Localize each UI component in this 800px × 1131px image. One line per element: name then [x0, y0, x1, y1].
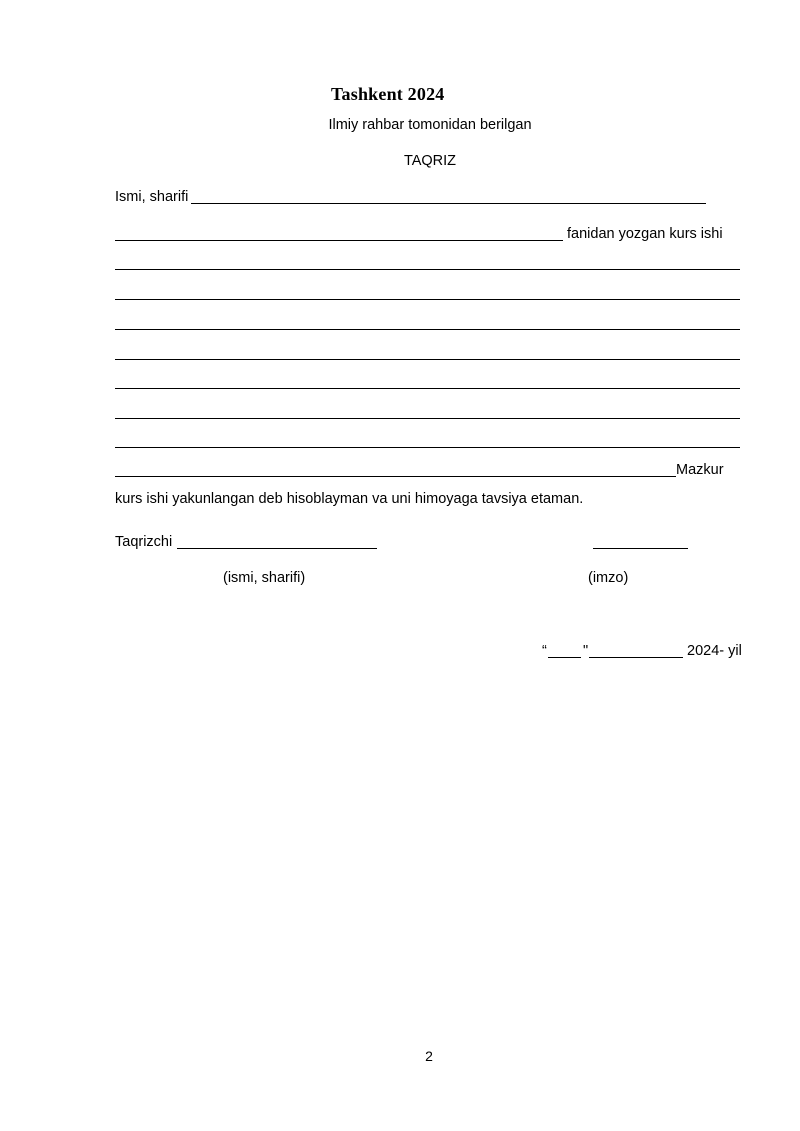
page-number: 2 [425, 1048, 433, 1064]
review-line-7 [115, 447, 740, 448]
name-label: Ismi, sharifi [115, 189, 189, 205]
subject-fill-line [115, 240, 563, 241]
document-subtitle: Ilmiy rahbar tomonidan berilgan [328, 117, 532, 133]
document-heading: Tashkent 2024 [331, 84, 445, 104]
reviewer-signature-line [593, 548, 688, 549]
reviewer-label: Taqrizchi [115, 534, 173, 550]
reviewer-name-line [177, 548, 377, 549]
review-line-3 [115, 329, 740, 330]
review-line-1 [115, 269, 740, 270]
review-line-2 [115, 299, 740, 300]
name-fill-line [191, 203, 706, 204]
conclusion-word: Mazkur [676, 462, 724, 478]
signature-caption: (imzo) [588, 570, 629, 586]
date-suffix: 2024- yil [687, 643, 742, 659]
name-caption: (ismi, sharifi) [223, 570, 306, 586]
review-line-5 [115, 388, 740, 389]
date-day-line [548, 657, 581, 658]
date-close-quote: " [583, 643, 589, 659]
subject-suffix: fanidan yozgan kurs ishi [567, 226, 723, 242]
date-open-quote: “ [542, 643, 547, 659]
review-line-8 [115, 476, 676, 477]
conclusion-text: kurs ishi yakunlangan deb hisoblayman va uni himoyaga tavsiya etaman. [115, 491, 584, 507]
review-line-4 [115, 359, 740, 360]
review-line-6 [115, 418, 740, 419]
document-title: TAQRIZ [403, 153, 457, 169]
date-month-line [589, 657, 683, 658]
